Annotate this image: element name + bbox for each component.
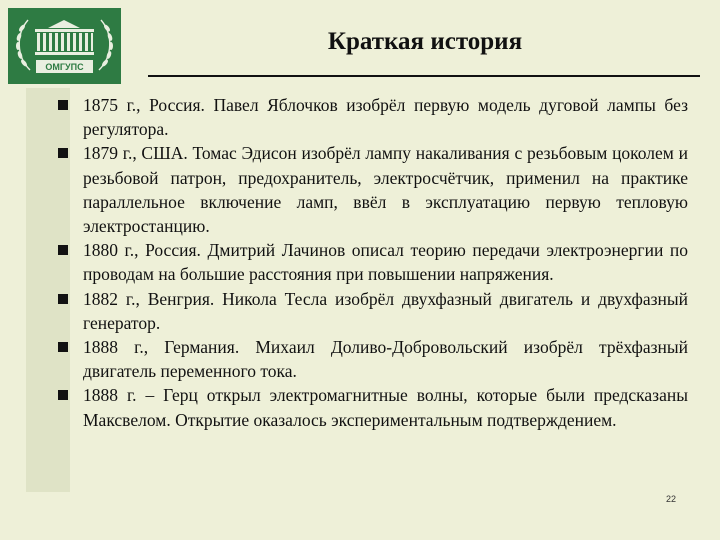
square-bullet-icon [58, 148, 68, 158]
square-bullet-icon [58, 342, 68, 352]
list-item-text: 1888 г. – Герц открыл электромагнитные волны, которые были предсказаны Максвелом. Открытие оказалось экспериментальным подтверждением. [83, 385, 688, 430]
list-item-text: 1888 г., Германия. Михаил Доливо-Добровольский изобрёл трёхфазный двигатель переменного тока. [83, 337, 688, 382]
list-item [58, 287, 688, 335]
square-bullet-icon [58, 100, 68, 110]
list-item [58, 383, 688, 431]
list-item [58, 93, 688, 141]
list-item-text: 1879 г., США. Томас Эдисон изобрёл лампу накаливания с резьбовым цоколем и резьбовой патрон, предохранитель, электросчётчик, применил на практике параллельное включение ламп, ввёл в эксплуатацию первую тепловую электростанцию. [83, 143, 688, 237]
page-title: Краткая история [327, 28, 523, 55]
list-item-text: 1882 г., Венгрия. Никола Тесла изобрёл двухфазный двигатель и двухфазный генератор. [83, 288, 688, 333]
history-list [58, 93, 688, 432]
page-number: 22 [665, 494, 676, 504]
list-item-text: 1880 г., Россия. Дмитрий Лачинов описал теорию передачи электроэнергии по проводам на большие расстояния при повышении напряжения. [83, 240, 688, 285]
university-logo [8, 8, 121, 84]
square-bullet-icon [58, 245, 68, 255]
list-item [58, 238, 688, 286]
list-item-text: 1875 г., Россия. Павел Яблочков изобрёл первую модель дуговой лампы без регулятора. [83, 95, 688, 140]
title-underline [148, 75, 700, 77]
list-item [58, 141, 688, 238]
university-building-laurel-logo-icon [8, 8, 121, 84]
square-bullet-icon [58, 294, 68, 304]
logo-text: ОМГУПС [45, 62, 84, 72]
list-item [58, 335, 688, 383]
square-bullet-icon [58, 390, 68, 400]
